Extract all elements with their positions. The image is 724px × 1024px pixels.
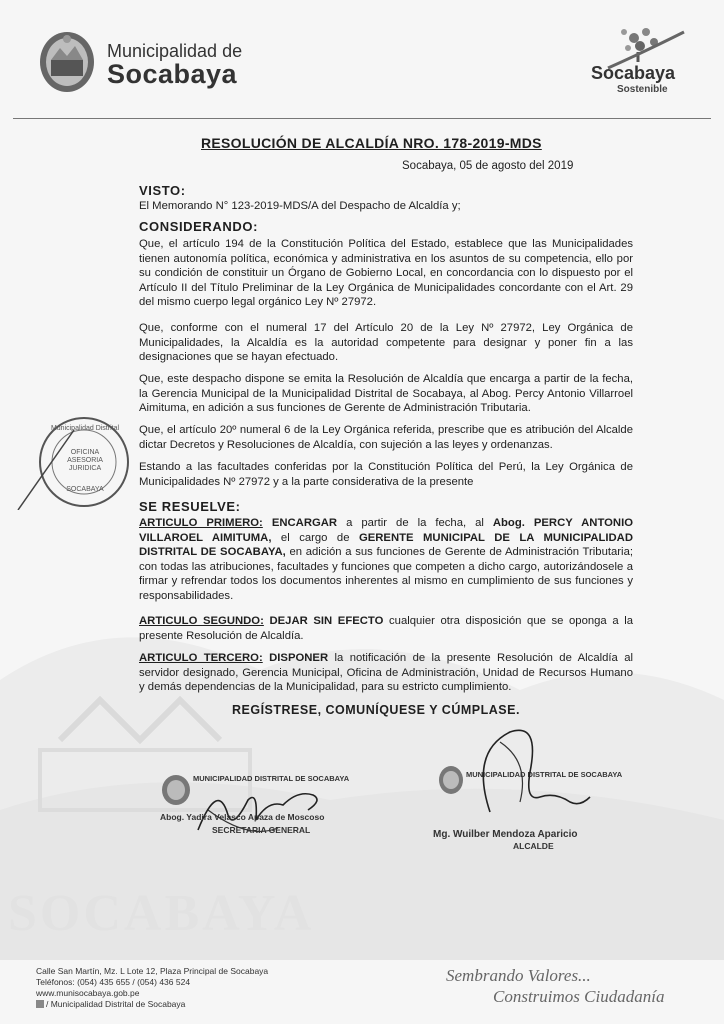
watermark-text: SOCABAYA [8,885,315,942]
place-date: Socabaya, 05 de agosto del 2019 [402,160,574,172]
article-primero [139,516,633,604]
article-verb: DEJAR SIN EFECTO [269,615,384,627]
footer-address: Calle San Martín, Mz. L Lote 12, Plaza Principal de Socabaya [36,966,269,976]
considerando-paragraph: Estando a las facultades conferidas por la Constitución Política del Perú, la Ley Orgánica de Municipalidades Nº 27972 y a la parte considerativa de la presente [139,461,633,488]
closing-formula: REGÍSTRESE, COMUNÍQUESE Y CÚMPLASE. [232,703,520,717]
motto-line2: Construimos Ciudadanía [493,987,665,1006]
header-divider [13,118,711,119]
right-signer-name: Mg. Wuilber Mendoza Aparicio [433,829,578,840]
se-resuelve-heading: SE RESUELVE: [139,499,241,514]
considerando-paragraph: Que, el artículo 20º numeral 6 de la Ley Orgánica referida, prescribe que es atribución del Alcalde dictar Decretos y Resoluciones de Alcaldía, con sujeción a las leyes y ordenanzas. [139,424,633,451]
article-text: a partir de la fecha, al [337,517,493,529]
footer-social [36,999,185,1010]
right-stamp-text: MUNICIPALIDAD DISTRITAL DE SOCABAYA [466,770,623,779]
considerando-paragraph: Que, este despacho dispone se emita la Resolución de Alcaldía que encarga a partir de la fecha, la Gerencia Municipal de la Municipalidad Distrital de Socabaya, al Abog. Percy Antonio Villarroel Aimituma, en adición a sus funciones de Gerente de Administración Tributaria. [139,373,633,415]
article-text: cualquier otra disposición que se oponga a la presente Resolución de Alcaldía. [139,615,634,642]
article-label: ARTICULO PRIMERO: [139,517,263,529]
right-handwritten-signature [460,712,600,832]
considerando-paragraph: Que, el artículo 194 de la Constitución Política del Estado, establece que las Municipalidades tienen autonomía política, económica y administrativa en los asuntos de su competencia, ello por su condición de constituir un Órgano de Gobierno Local, en concordancia con lo dispuesto por el Artículo II del Título Preliminar de la Ley Orgánica de Municipalidades concordante con el Art. 29 del mismo cuerpo legal orgánico Ley Nº 27972. [139,238,633,309]
article-label: ARTICULO SEGUNDO: [139,615,264,627]
left-stamp-text: MUNICIPALIDAD DISTRITAL DE SOCABAYA [193,774,350,783]
considerando-heading: CONSIDERANDO: [139,219,259,234]
left-signer-title: SECRETARIA GENERAL [212,825,311,835]
footer-website: www.munisocabaya.gob.pe [36,988,140,998]
seal-top-text: Municipalidad Distrital [50,425,120,432]
article-text: en adición a sus funciones de Gerente de Administración Tributaria; con todas las atribuciones, facultades y funciones que competen a dicho cargo, autorizándosele a firmar y refrendar todos los documentos inherentes al mismo en cumplimiento de sus funciones y responsabilidades. [139,546,633,602]
seal-middle-text: OFICINA ASESORIA JURIDICA [67,449,103,472]
article-bold-text: GERENTE MUNICIPAL DE LA MUNICIPALIDAD DISTRITAL DE SOCABAYA, [139,531,633,559]
org-name-line2: Socabaya [107,59,238,89]
visto-heading: VISTO: [139,183,186,198]
left-signer-name: Abog. Yadira Velasco Apaza de Moscoso [160,812,325,822]
facebook-icon [36,1000,44,1008]
article-bold-text: Abog. PERCY ANTONIO VILLAROEL AIMITUMA, [139,517,634,544]
article-text: la notificación de la presente Resolución de Alcaldía al servidor designado, Gerencia Municipal, Oficina de Administración, Unidad de Recursos Humano y demás dependencias de la Municipalidad, para su estricto cumplimiento. [139,652,633,694]
article-verb: ENCARGAR [271,517,338,529]
footer-social-text: / Municipalidad Distrital de Socabaya [46,999,186,1009]
left-handwritten-signature [188,770,328,850]
motto-line1: Sembrando Valores... [446,966,591,985]
right-signer-title: ALCALDE [513,841,554,851]
brand-tagline: Sostenible [617,84,668,95]
seal-bottom-text: SOCABAYA [66,486,104,493]
article-segundo [139,614,633,643]
visto-text: El Memorando N° 123-2019-MDS/A del Despacho de Alcaldía y; [139,200,461,212]
article-tercero [139,651,633,695]
article-label: ARTICULO TERCERO: [139,652,263,664]
footer-phones: Teléfonos: (054) 435 655 / (054) 436 524 [36,977,191,987]
considerando-paragraph: Que, conforme con el numeral 17 del Artículo 20 de la Ley Nº 27972, Ley Orgánica de Municipalidades, la Alcaldía es la autoridad competente para designar y poner fin a las designaciones que se hayan efectuado. [139,322,633,364]
brand-name: Socabaya [591,63,676,83]
resolution-title: RESOLUCIÓN DE ALCALDÍA NRO. 178-2019-MDS [201,135,542,151]
article-verb: DISPONER [269,652,329,664]
org-name-line1: Municipalidad de [107,41,243,61]
municipality-crest-logo [38,30,96,94]
article-text: el cargo de [271,531,359,544]
